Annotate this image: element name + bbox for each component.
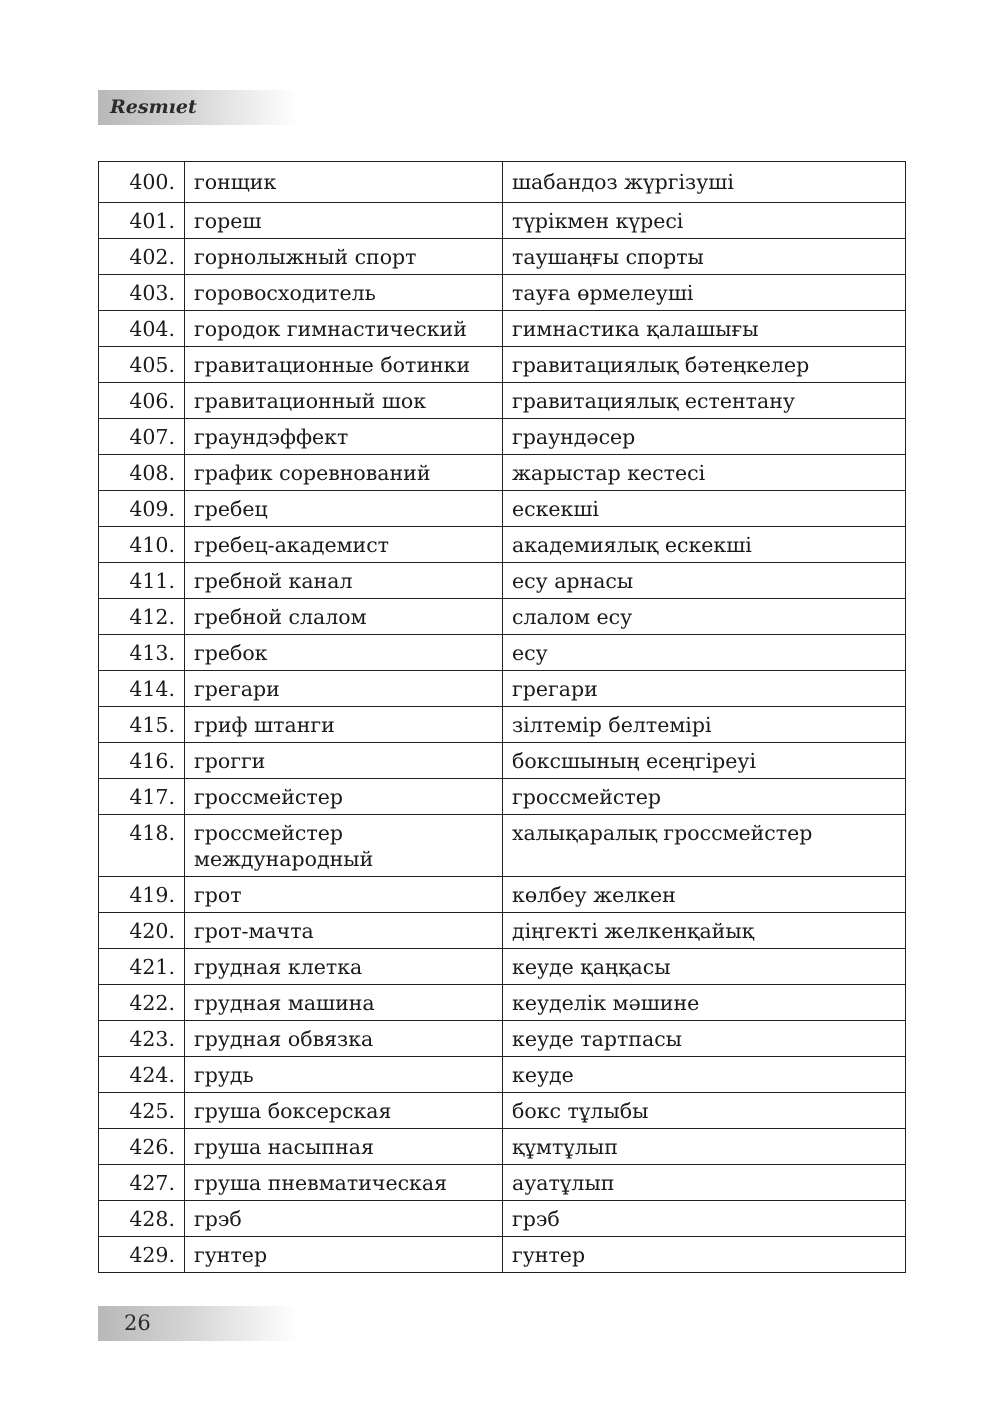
- kazakh-term: граундәсер: [503, 419, 906, 455]
- kazakh-term: гравитациялық естентану: [503, 383, 906, 419]
- kazakh-term: гроссмейстер: [503, 779, 906, 815]
- russian-term: грудная машина: [185, 985, 503, 1021]
- entry-number: 404.: [99, 311, 185, 347]
- kazakh-term: таушаңғы спорты: [503, 239, 906, 275]
- russian-term: гроссмейстер: [185, 779, 503, 815]
- russian-term: гребной слалом: [185, 599, 503, 635]
- russian-term: груша пневматическая: [185, 1165, 503, 1201]
- russian-term: гребец: [185, 491, 503, 527]
- glossary-table-body: [99, 162, 906, 1273]
- entry-number: 400.: [99, 162, 185, 203]
- entry-number: 418.: [99, 815, 185, 877]
- table-row: [99, 347, 906, 383]
- kazakh-term: діңгекті желкенқайық: [503, 913, 906, 949]
- russian-term: груша насыпная: [185, 1129, 503, 1165]
- table-row: [99, 599, 906, 635]
- table-row: [99, 671, 906, 707]
- russian-term: гравитационный шок: [185, 383, 503, 419]
- kazakh-term: гравитациялық бәтеңкелер: [503, 347, 906, 383]
- entry-number: 402.: [99, 239, 185, 275]
- kazakh-term: боксшының есеңгіреуі: [503, 743, 906, 779]
- kazakh-term: түрікмен күресі: [503, 203, 906, 239]
- entry-number: 414.: [99, 671, 185, 707]
- table-row: [99, 1129, 906, 1165]
- kazakh-term: көлбеу желкен: [503, 877, 906, 913]
- running-header-title: Resmıet: [110, 96, 197, 118]
- entry-number: 425.: [99, 1093, 185, 1129]
- running-header: [98, 90, 298, 125]
- table-row: [99, 491, 906, 527]
- table-row: [99, 455, 906, 491]
- russian-term: грудная клетка: [185, 949, 503, 985]
- entry-number: 421.: [99, 949, 185, 985]
- table-row: [99, 913, 906, 949]
- kazakh-term: құмтұлып: [503, 1129, 906, 1165]
- russian-term: грудь: [185, 1057, 503, 1093]
- russian-term: грудная обвязка: [185, 1021, 503, 1057]
- table-row: [99, 815, 906, 877]
- russian-term: груша боксерская: [185, 1093, 503, 1129]
- kazakh-term: тауға өрмелеуші: [503, 275, 906, 311]
- kazakh-term: кеуделік мәшине: [503, 985, 906, 1021]
- kazakh-term: грегари: [503, 671, 906, 707]
- russian-term: грэб: [185, 1201, 503, 1237]
- table-row: [99, 743, 906, 779]
- kazakh-term: жарыстар кестесі: [503, 455, 906, 491]
- table-row: [99, 707, 906, 743]
- table-row: [99, 527, 906, 563]
- entry-number: 420.: [99, 913, 185, 949]
- kazakh-term: кеуде: [503, 1057, 906, 1093]
- kazakh-term: зілтемір белтемірі: [503, 707, 906, 743]
- table-row: [99, 779, 906, 815]
- kazakh-term: ауатұлып: [503, 1165, 906, 1201]
- russian-term: гонщик: [185, 162, 503, 203]
- entry-number: 403.: [99, 275, 185, 311]
- russian-term: граундэффект: [185, 419, 503, 455]
- entry-number: 426.: [99, 1129, 185, 1165]
- table-row: [99, 203, 906, 239]
- table-row: [99, 563, 906, 599]
- entry-number: 422.: [99, 985, 185, 1021]
- table-row: [99, 1201, 906, 1237]
- entry-number: 406.: [99, 383, 185, 419]
- kazakh-term: шабандоз жүргізуші: [503, 162, 906, 203]
- table-row: [99, 162, 906, 203]
- table-row: [99, 1165, 906, 1201]
- russian-term: гриф штанги: [185, 707, 503, 743]
- entry-number: 419.: [99, 877, 185, 913]
- russian-term: гореш: [185, 203, 503, 239]
- table-row: [99, 419, 906, 455]
- table-row: [99, 877, 906, 913]
- kazakh-term: бокс тұлыбы: [503, 1093, 906, 1129]
- table-row: [99, 1237, 906, 1273]
- entry-number: 410.: [99, 527, 185, 563]
- kazakh-term: слалом есу: [503, 599, 906, 635]
- entry-number: 428.: [99, 1201, 185, 1237]
- russian-term: грогги: [185, 743, 503, 779]
- russian-term: гравитационные ботинки: [185, 347, 503, 383]
- russian-term: горнолыжный спорт: [185, 239, 503, 275]
- russian-term: гунтер: [185, 1237, 503, 1273]
- entry-number: 409.: [99, 491, 185, 527]
- kazakh-term: халықаралық гроссмейстер: [503, 815, 906, 877]
- table-row: [99, 275, 906, 311]
- russian-term: грот: [185, 877, 503, 913]
- kazakh-term: гунтер: [503, 1237, 906, 1273]
- russian-term: график соревнований: [185, 455, 503, 491]
- russian-term: гребок: [185, 635, 503, 671]
- kazakh-term: ескекші: [503, 491, 906, 527]
- russian-term: грегари: [185, 671, 503, 707]
- table-row: [99, 635, 906, 671]
- entry-number: 429.: [99, 1237, 185, 1273]
- table-row: [99, 1093, 906, 1129]
- russian-term: городок гимнастический: [185, 311, 503, 347]
- entry-number: 423.: [99, 1021, 185, 1057]
- kazakh-term: кеуде тартпасы: [503, 1021, 906, 1057]
- kazakh-term: грэб: [503, 1201, 906, 1237]
- russian-term: гребной канал: [185, 563, 503, 599]
- russian-term: горовосходитель: [185, 275, 503, 311]
- table-row: [99, 383, 906, 419]
- table-row: [99, 1057, 906, 1093]
- kazakh-term: кеуде қаңқасы: [503, 949, 906, 985]
- table-row: [99, 949, 906, 985]
- russian-term: гроссмейстер международный: [185, 815, 503, 877]
- entry-number: 413.: [99, 635, 185, 671]
- table-row: [99, 985, 906, 1021]
- entry-number: 401.: [99, 203, 185, 239]
- entry-number: 415.: [99, 707, 185, 743]
- page-number: 26: [124, 1311, 151, 1335]
- table-row: [99, 239, 906, 275]
- entry-number: 416.: [99, 743, 185, 779]
- entry-number: 408.: [99, 455, 185, 491]
- kazakh-term: гимнастика қалашығы: [503, 311, 906, 347]
- entry-number: 424.: [99, 1057, 185, 1093]
- kazakh-term: есу арнасы: [503, 563, 906, 599]
- kazakh-term: академиялық ескекші: [503, 527, 906, 563]
- table-row: [99, 311, 906, 347]
- russian-term: грот-мачта: [185, 913, 503, 949]
- entry-number: 417.: [99, 779, 185, 815]
- entry-number: 412.: [99, 599, 185, 635]
- entry-number: 405.: [99, 347, 185, 383]
- page-footer: [98, 1306, 298, 1341]
- russian-term: гребец-академист: [185, 527, 503, 563]
- glossary-table: [98, 161, 906, 1273]
- entry-number: 427.: [99, 1165, 185, 1201]
- entry-number: 407.: [99, 419, 185, 455]
- table-row: [99, 1021, 906, 1057]
- kazakh-term: есу: [503, 635, 906, 671]
- entry-number: 411.: [99, 563, 185, 599]
